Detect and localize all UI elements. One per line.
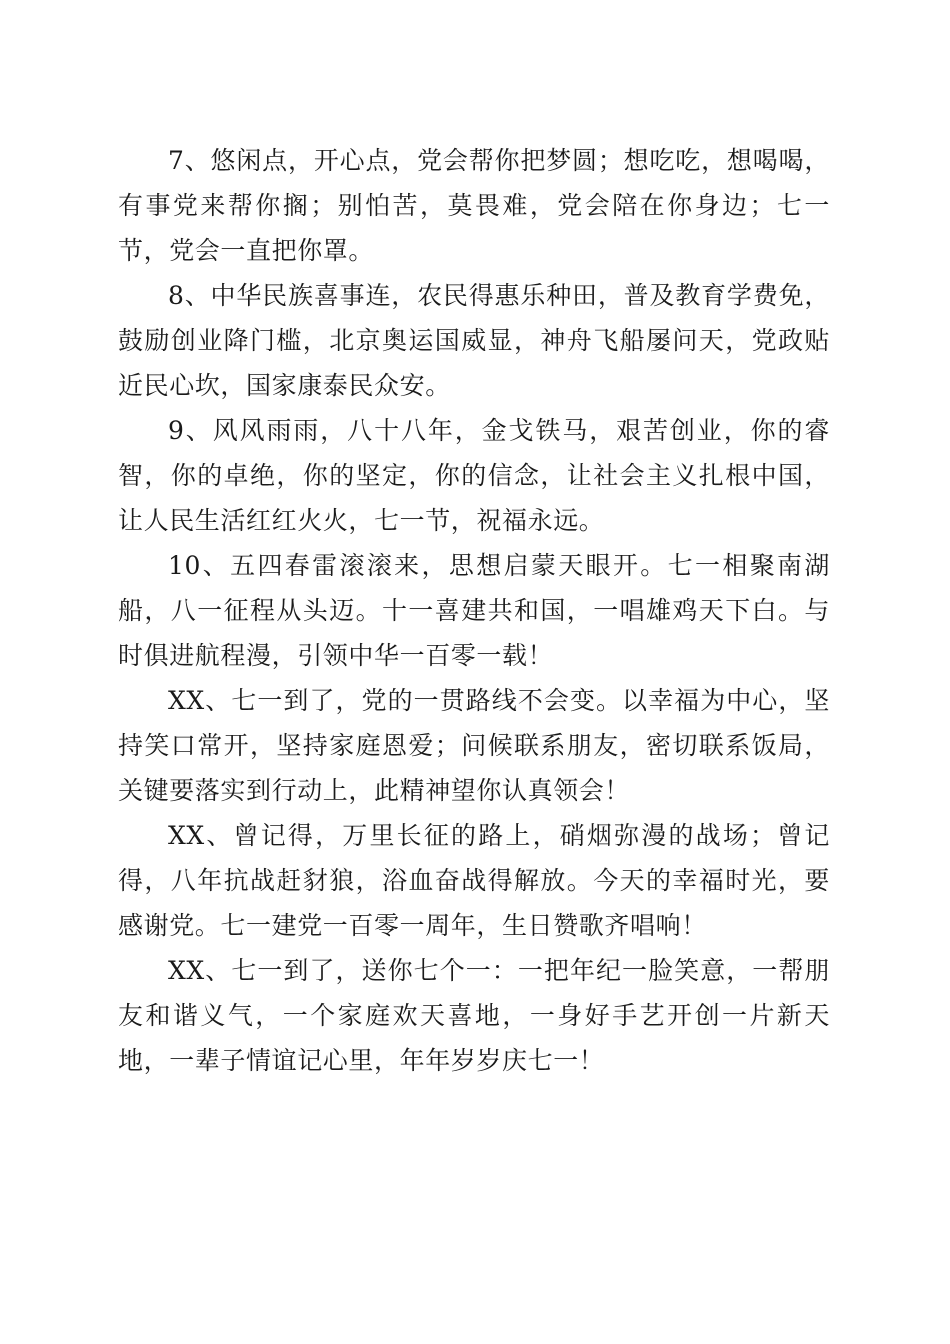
paragraph-xx-1: XX、七一到了，党的一贯路线不会变。以幸福为中心，坚持笑口常开，坚持家庭恩爱；问候联系朋友，密切联系饭局，关键要落实到行动上，此精神望你认真领会！ [118,686,830,805]
paragraph-9: 9、风风雨雨，八十八年，金戈铁马，艰苦创业，你的睿智，你的卓绝，你的坚定，你的信念，让社会主义扎根中国，让人民生活红红火火，七一节，祝福永远。 [118,416,830,535]
paragraph-xx-2: XX、曾记得，万里长征的路上，硝烟弥漫的战场；曾记得，八年抗战赶豺狼，浴血奋战得解放。今天的幸福时光，要感谢党。七一建党一百零一周年，生日赞歌齐唱响！ [118,821,830,940]
paragraph-8: 8、中华民族喜事连，农民得惠乐种田，普及教育学费免，鼓励创业降门槛，北京奥运国威显，神舟飞船屡问天，党政贴近民心坎，国家康泰民众安。 [118,281,830,400]
paragraph-7: 7、悠闲点，开心点，党会帮你把梦圆；想吃吃，想喝喝，有事党来帮你搁；别怕苦，莫畏难，党会陪在你身边；七一节，党会一直把你罩。 [118,146,830,265]
paragraph-10: 10、五四春雷滚滚来，思想启蒙天眼开。七一相聚南湖船，八一征程从头迈。十一喜建共和国，一唱雄鸡天下白。与时俱进航程漫，引领中华一百零一载！ [118,551,830,670]
paragraph-xx-3: XX、七一到了，送你七个一：一把年纪一脸笑意，一帮朋友和谐义气，一个家庭欢天喜地，一身好手艺开创一片新天地，一辈子情谊记心里，年年岁岁庆七一！ [118,956,830,1075]
document-body [118,138,830,1083]
